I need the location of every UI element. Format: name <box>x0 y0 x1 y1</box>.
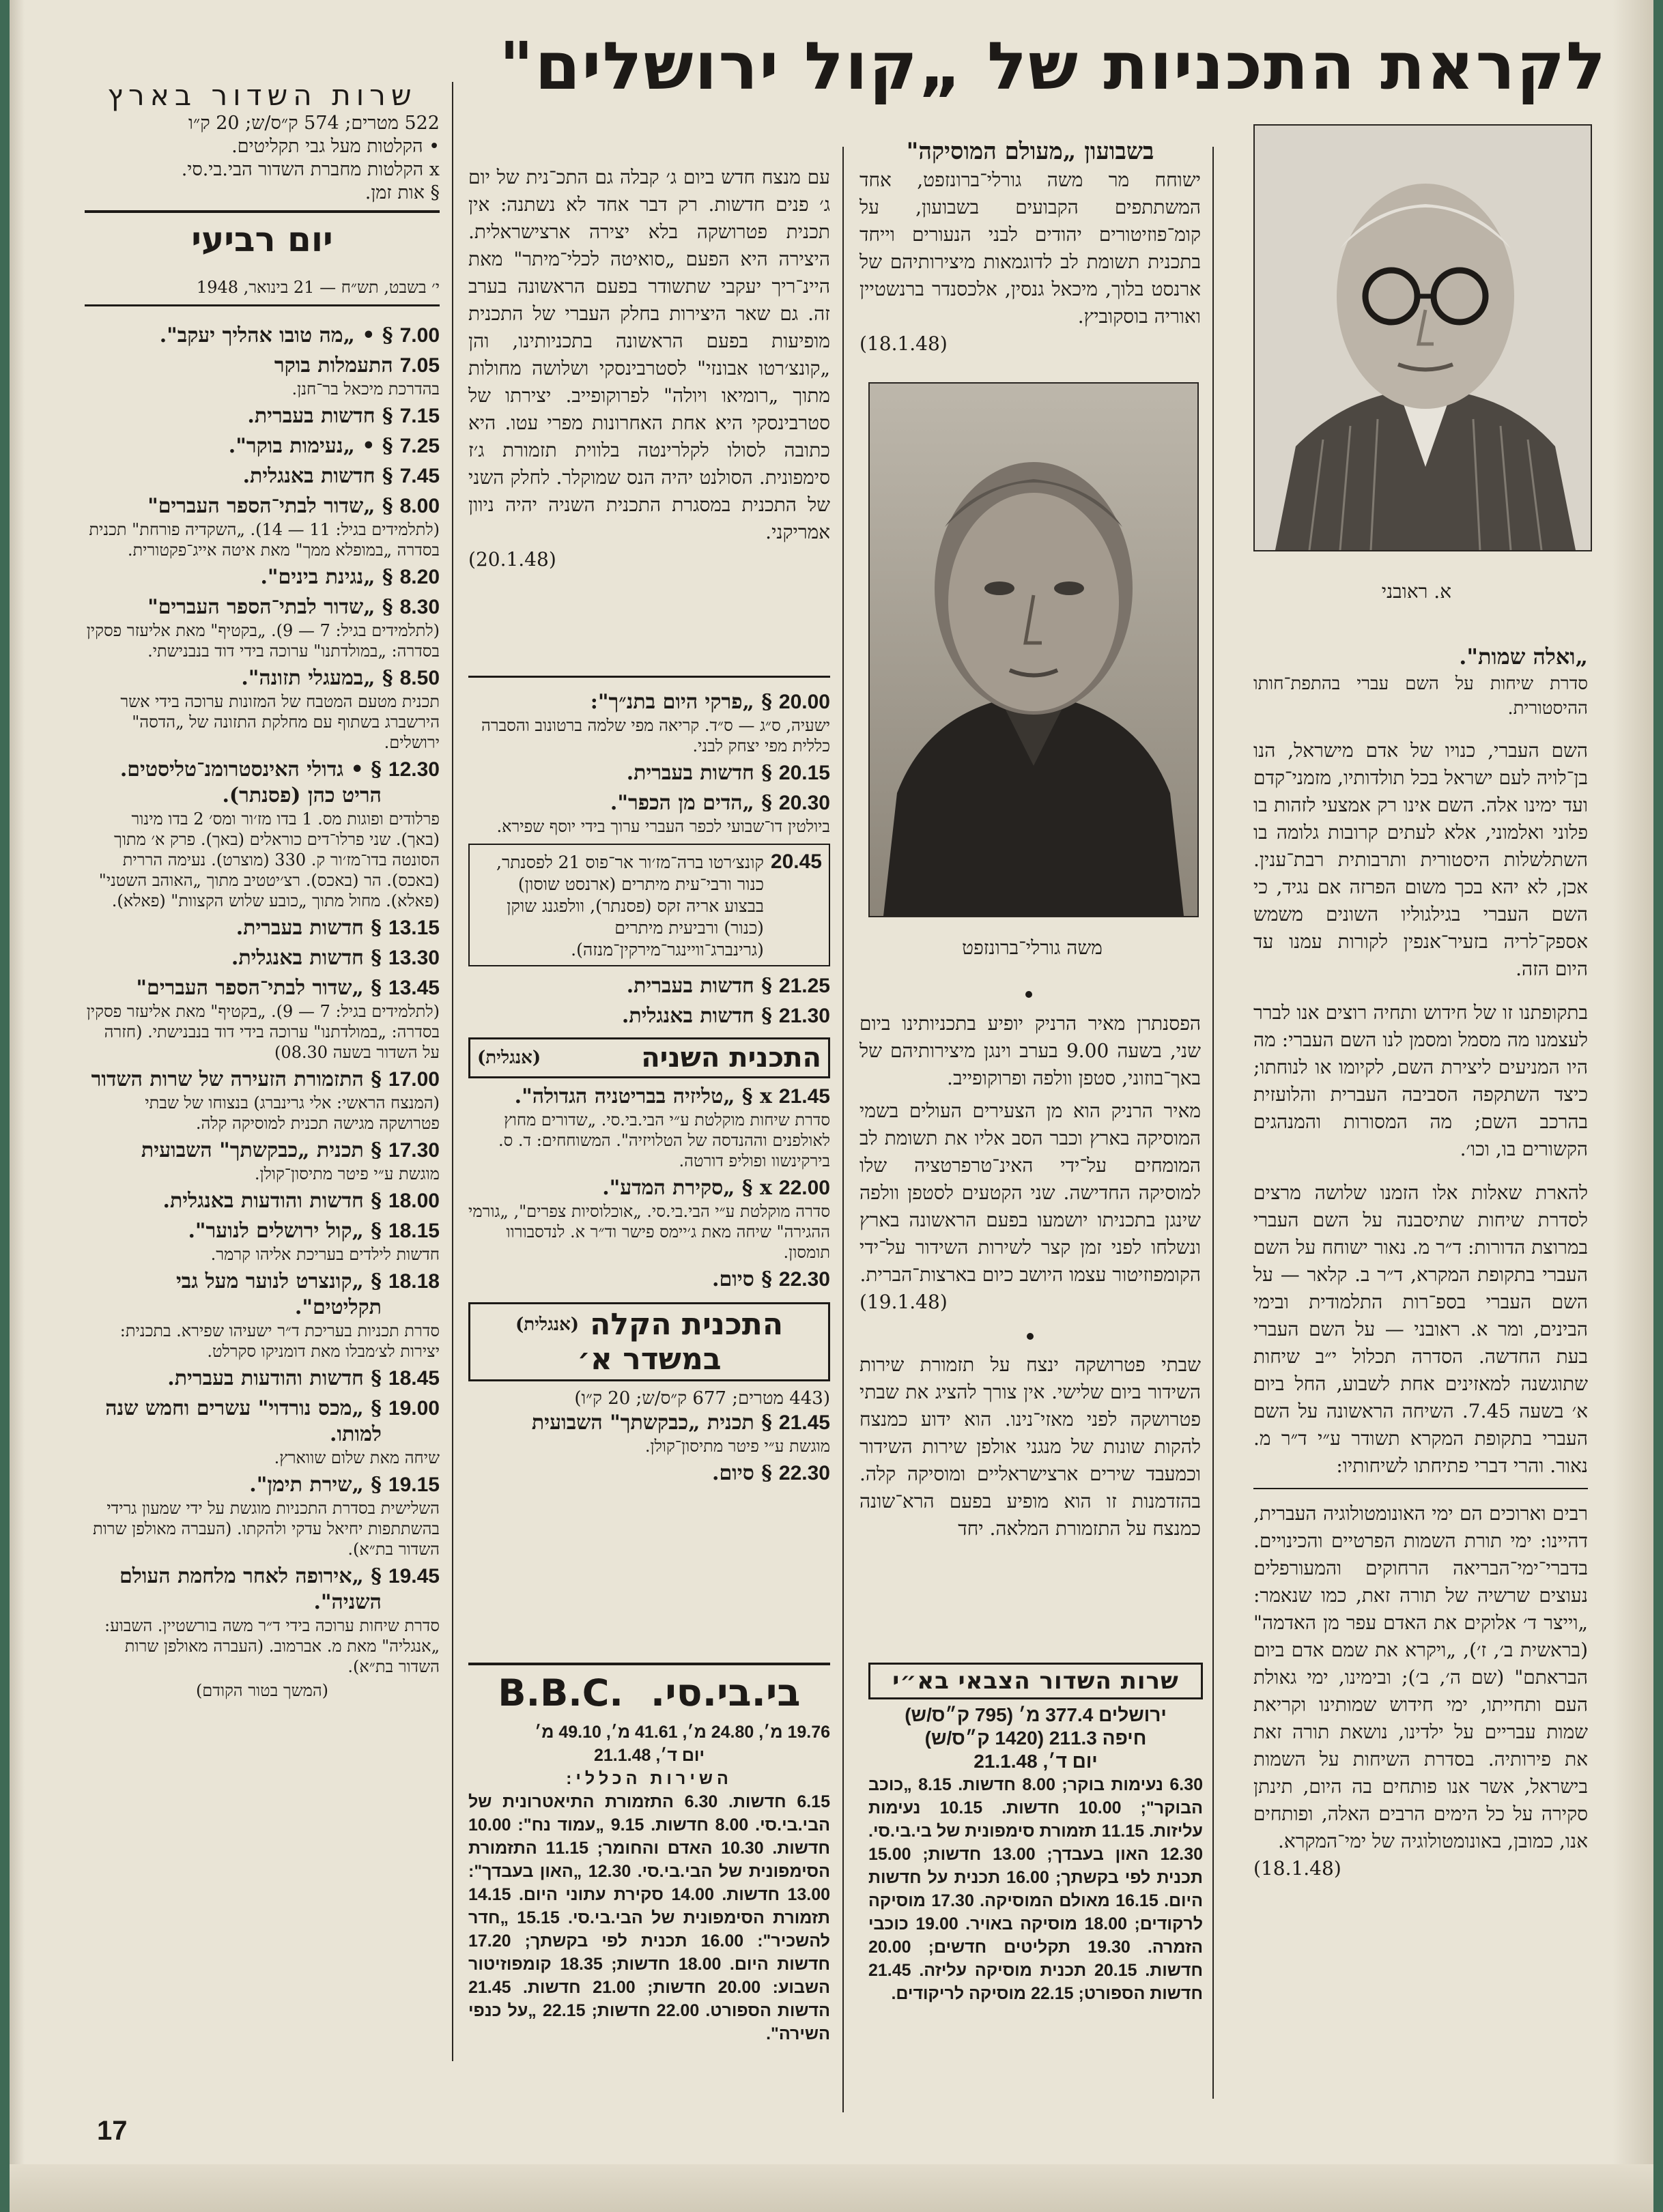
service-title: שרות השדור בארץ <box>107 78 417 112</box>
schedule-title: § חדשות בעברית. <box>626 974 772 998</box>
schedule-title: § „במעגלי תזונה". <box>241 666 393 690</box>
legend-s: § אות זמן. <box>365 182 440 203</box>
schedule-title: § חדשות והודעות בעברית. <box>167 1366 382 1390</box>
bbc-body: 6.15 חדשות. 6.30 התזמורת התיאטרונית של הבי.בי.סי. 8.00 חדשות. 9.15 „עמוד נח": 10.00 חדשות. 10.30 האדם והחומר; 11.15 התזמורת הסימפונית של הבי.בי.סי. 12.30 „האון בעבדך": 13.00 חדשות. 14.00 סקירת עתוני היום. 14.15 תזמורת הסימפונית של הבי.בי.סי. 15.15 „חדר להשכיר": 16.00 תכנית לפי בקשתך; 17.20 חדשות היום. 18.00 חדשות; 18.35 קומפוזיטור השבוע: 20.00 חדשות; 21.00 חדשות. 21.45 הדשות הספורט. 22.00 חדשות; 22.15 „על כנפי השירה". <box>468 1792 831 2043</box>
schedule-item <box>85 493 440 560</box>
schedule-item <box>85 1218 440 1265</box>
names-article-p3: להארת שאלות אלו הזמנו שלושה מרצים לסדרת שיחות שתיסבנה על השם העברי במרוצת הדורות: ד״ר מ. נאור ישוחח על השם העברי בתקופת המקרא, ד״ר ב. קלאר — על השם העברי בספ־רות התלמודית ובימי הבינים, ומר א. ראובני — על השם העברי בעת החדשה. הסדרה תכלול י״ב שיחות שתוגשנה למאזינים אחת לשבוע, החל ביום א׳ בשעה 7.45. השיחה הראשונה על השם העברי בתקופת המקרא תשודר ע״י ד״ר מ. נאור. והרי דברי פתיחתו לשיחותיו: <box>1253 1181 1589 1477</box>
schedule-title: § „הדים מן הכפר". <box>610 791 772 815</box>
schedule-item <box>468 973 830 999</box>
page-bottom-band <box>10 2164 1653 2212</box>
schedule-time: 7.00 <box>399 324 440 347</box>
day-title: יום רביעי <box>191 220 333 259</box>
bbc-service: השירות הכללי: <box>566 1769 733 1788</box>
schedule-time: 17.30 <box>388 1139 440 1162</box>
schedule-item <box>85 1564 440 1677</box>
schedule-item <box>468 760 830 786</box>
photo-reuveni-caption: א. ראובני <box>1381 580 1451 603</box>
schedule-item <box>85 323 440 349</box>
bbc-title-en: B.B.C. <box>498 1671 623 1714</box>
schedule-title: § סיום. <box>712 1267 772 1291</box>
schedule-description: ישעיה, ס״ג — ס״ד. קריאה מפי שלמה ברטונוב והסברה כללית מפי יצחק לבני. <box>481 716 830 756</box>
schedule-item <box>85 594 440 661</box>
schedule-item <box>85 353 440 399</box>
schedule-time: 7.25 <box>399 435 440 457</box>
schedule-description: (לתלמידים בגיל: 7 — 9). „בקטיף" מאת אליעזר פסקין בסדרה: „במולדתנו" ערוכה בידי דוד בנבנישתי. (חזרה על השדור בשעה 08.30) <box>86 1002 440 1062</box>
schedule-item <box>85 1472 440 1560</box>
schedule-title: § חדשות באנגלית. <box>621 1004 772 1028</box>
schedule-title: § „שדור לבתי־הספר העברים" <box>147 494 393 518</box>
column-divider <box>1212 147 1214 2099</box>
names-article-intro: סדרת שיחות על השם עברי בהתפת־חותו ההיסטורית. <box>1253 674 1588 719</box>
schedule-time: 18.15 <box>388 1220 440 1242</box>
bbc-title-he: בי.בי.סי. <box>650 1671 801 1715</box>
schedule-title: § התזמורת הזעירה של שרות השדור <box>91 1067 382 1091</box>
schedule-title: § „נגינת בינים". <box>260 565 393 589</box>
schedule-description: פרלודים ופוגות מס. 1 בדו מז׳ור ומס׳ 2 בדו מינור (באך). שני פרלו־דים כוראלים (באך). פרק א׳ מתוך הסונטה בדו־מז׳ור ק. 330 (מוצרט). נעימה הררית (באכס). הר (באכס). רצ׳יטטיב מתוך „האוהב השטני" (פאלא). מחול מתוך „כובע שלוש הקצוות" (פאלא). <box>98 809 440 910</box>
schedule-description: סדרת שיחות מוקלטת ע״י הבי.בי.סי. „שדורים מחוץ לאולפנים וההנדסה של הטלויזיה". המשוחחים: ד. ס. בירקינשוו ופוליפ דורטה. <box>498 1110 830 1170</box>
schedule-title: § „קול ירושלים לנוער". <box>188 1219 382 1243</box>
pianist-article <box>859 1010 1201 1542</box>
schedule-item <box>468 689 830 756</box>
schedule-title: x § „סקירת המדע". <box>602 1176 772 1200</box>
concert-article-date: (20.1.48) <box>468 548 556 571</box>
light-program-title: התכנית הקלה <box>590 1307 784 1342</box>
legend-bullet: • הקלטות מעל גבי תקליטים. <box>231 136 440 157</box>
schedule-time: 21.45 <box>778 1411 830 1434</box>
schedule-time: 22.00 <box>778 1177 830 1199</box>
page-number: 17 <box>97 2116 128 2146</box>
light-program-tag: (אנגלית) <box>515 1314 580 1335</box>
schedule-title: § „אירופה לאחר מלחמת העולם השניה". <box>119 1564 382 1614</box>
schedule-time: 21.45 <box>778 1085 830 1108</box>
left-schedule-column <box>85 78 440 1701</box>
schedule-time: 18.00 <box>388 1190 440 1212</box>
schedule-item <box>468 1084 830 1171</box>
page-right-edge <box>1612 0 1653 2212</box>
schedule-title: § „פרקי היום בתנ״ך": <box>590 690 772 714</box>
schedule-title: § „מכס נורדוי" עשרים וחמש שנה למותו. <box>105 1396 382 1446</box>
date-line: י׳ בשבט, תש״ח — 21 בינואר, 1948 <box>196 278 440 297</box>
schedule-time: 19.15 <box>388 1474 440 1496</box>
schedule-time: 13.45 <box>388 977 440 999</box>
pianist-article-p3: שבתי פטרושקה ינצח על תזמורת שירות השידור ביום שלישי. אין צורך להציג את שבתי פטרושקה לפני מאזי־נינו. הוא ידוע כמנצח להקות שונות של מנגני אולפן שירות השידור וכמעבד שירים ארצישראליים ומוסיקה קלה. בהזדמנות זו הוא מופיע בפעם הרא־שונה כמנצח על התזמורת המלאה. יחד <box>859 1353 1201 1540</box>
schedule-time: 13.30 <box>388 947 440 969</box>
schedule-title: התעמלות בוקר <box>274 354 393 377</box>
schedule-time: 13.15 <box>388 917 440 939</box>
concert-box-text: קונצ׳רטו ברה־מז׳ור אר־פוס 21 לפסנתר, כנור ורבי־עית מיתרים (ארנסט שוסון) בבצוע אריה זקס (פסנתר), וולפגנג שוקן (כנור) ורביעית מיתרים (גרינברג־וויינגר־מירקין־מנזה). <box>496 852 764 960</box>
army-radio-box <box>868 1663 1203 2097</box>
pianist-article-date: (19.1.48) <box>859 1291 948 1313</box>
schedule-title: § תכנית „כבקשתך" השבועית <box>141 1138 382 1162</box>
bbc-box <box>468 1663 830 2097</box>
light-schedule-list <box>468 1410 830 1486</box>
schedule-time: 19.00 <box>388 1397 440 1420</box>
schedule-item <box>85 757 440 911</box>
schedule-item <box>85 1188 440 1214</box>
schedule-time: 8.30 <box>399 596 440 618</box>
schedule-description: (המנצח הראשי: אלי גרינברג) בנצוחו של שבתי פטרושקה מגישה תכנית למוסיקה קלה. <box>145 1093 440 1133</box>
schedule-title: § „שדור לבתי־הספר העברים" <box>136 976 382 1000</box>
newspaper-page <box>10 0 1653 2212</box>
legend-x: x הקלטות מחברת השדור הבי.בי.סי. <box>181 159 440 180</box>
mid-schedule-column <box>468 689 830 1491</box>
schedule-description: ביולטין דו־שבועי לכפר העברי ערוך בידי יוסף שפירא. <box>496 817 830 836</box>
schedule-item <box>468 1410 830 1456</box>
schedule-description: מוגשת ע״י פיטר מתיסון־קולן. <box>254 1164 440 1183</box>
schedule-title: § „שירת תימן". <box>249 1473 382 1497</box>
schedule-item <box>85 1067 440 1134</box>
names-article-p4: רבים וארוכים הם ימי האונומטולוגיה העברית, דהיינו: ימי תורת השמות הפרטיים והכינויים. בדברי־ימי־הבריאה הרחוקים והמעורפלים נעוצים שרשיה של תורה זאת, כמו שנאמר: „וייצר ד׳ אלוקים את האדם עפר מן האדמה" (בראשית ב׳, ז׳), „ויקרא את שמם אדם ביום הבראתם" (שם ה׳, ב׳); ובימינו, ימי גאולת העם ותחייתו, ימי חידוש שמותינו וקריאת שמות עבריים על ילדינו, נושאת תורה זאת את פירותיה. בסדרת השיחות על השמות בישראל, אשר אנו פותחים בה היום, תינתן סקירה על כל הימים הרבים האלה, ופותחים אנו, כמובן, באונומטולוגיה של ימי־המקרא. <box>1253 1502 1588 1852</box>
schedule-time: 21.25 <box>778 975 830 997</box>
schedule-item <box>85 975 440 1063</box>
schedule-item <box>468 1003 830 1029</box>
music-article <box>859 137 1201 358</box>
schedule-time: 20.30 <box>778 792 830 814</box>
schedule-title: § „שדור לבתי־הספר העברים" <box>147 595 393 619</box>
portrait-man-glasses-icon <box>1255 126 1591 550</box>
second-schedule-list <box>468 1084 830 1293</box>
schedule-title: § חדשות בעברית. <box>236 916 382 940</box>
schedule-title: § חדשות באנגלית. <box>242 464 393 488</box>
schedule-description: סדרת שיחות ערוכה בידי ד״ר משה בורשטיין. השבוע: „אנגליה" מאת מ. אברמוב. (העברה מאולפן שרות השדור בת״א). <box>104 1616 440 1676</box>
photo-reuveni <box>1253 124 1592 551</box>
army-day: יום ד׳, 21.1.48 <box>973 1751 1098 1772</box>
names-article-title: „ואלה שמות". <box>1459 644 1588 670</box>
concert-box-time: 20.45 <box>770 850 822 873</box>
schedule-title: § חדשות בעברית. <box>626 761 772 785</box>
army-freq1: ירושלים 377.4 מ׳ (795 ק״ס/ש) <box>905 1704 1167 1725</box>
schedule-title: § חדשות והודעות באנגלית. <box>162 1189 382 1213</box>
schedule-time: 22.30 <box>778 1462 830 1484</box>
schedule-title: § „קונצרט לנוער מעל גבי תקליטים". <box>175 1269 382 1319</box>
schedule-item <box>85 665 440 753</box>
second-program-tag: (אנגלית) <box>477 1048 541 1068</box>
bbc-day: יום ד׳, 21.1.48 <box>593 1746 705 1765</box>
mid-schedule-list <box>468 689 830 837</box>
schedule-item <box>85 433 440 459</box>
schedule-time: 8.50 <box>399 667 440 689</box>
schedule-time: 7.45 <box>399 465 440 487</box>
headline: לקראת התכניות של „קול ירושלים" <box>499 28 1607 104</box>
names-article-p1: השם העברי, כנויו של אדם מישראל, הנו בן־לויה לעם ישראל בכל תולדותיו, מזמני־קדם ועד ימינו אלה. השם אינו רק אמצעי לזהות בו פלוני ואלמוני, אלא לעתים קרובות גלומה בו השתלשלות היסטורית ותרבותית רבת־ענין. אכן, לא יהא בכך משום הפרזה אם נגיד, כי השם העברי בגילגוליו השונים משמש אספק־לריה בזעיר־אנפין לקורות עמנו עד היום הזה. <box>1253 739 1588 980</box>
schedule-item <box>85 1269 440 1362</box>
column-divider <box>842 147 844 2112</box>
schedule-title: § • גדולי האינסטרומנ־טליסטים. הריט כהן (פסנתר). <box>119 758 382 807</box>
schedule-item <box>468 790 830 837</box>
army-body: 6.30 נעימות בוקר; 8.00 חדשות. 8.15 „כוכב הבוקר"; 10.00 חדשות. 10.15 נעימות עליזות. 11.15 תזמורת סימפונית של בי.בי.סי. 12.30 האון בעבדך; 13.00 חדשות; 15.00 תכנית לפי בקשתך; 16.00 תכנית על חדשות היום. 16.15 מאולם המוסיקה. 17.30 מוסיקה לרקודים; 18.00 מוסיקה באויר. 19.00 כוכבי הזמרה. 19.30 תקליטים חדשים; 20.00 חדשות. 20.15 תכנית מוסיקה עליזה. 21.45 חדשות הספורט; 22.15 מוסיקה לריקודים. <box>868 1775 1204 2003</box>
schedule-description: בהדרכת מיכאל בר־חנן. <box>292 379 440 399</box>
light-program-info: (443 מטרים; 677 ק״ס/ש; 20 ק״ו) <box>574 1388 830 1409</box>
schedule-title: § תכנית „כבקשתך" השבועית <box>531 1411 772 1435</box>
schedule-time: 21.30 <box>778 1005 830 1027</box>
names-article <box>1253 642 1588 1882</box>
schedule-title: § חדשות בעברית. <box>247 404 393 428</box>
portrait-man-icon <box>870 384 1197 916</box>
schedule-item <box>468 1461 830 1486</box>
pianist-article-p2: מאיר הרניק הוא מן הצעירים העולים בשמי המוסיקה בארץ וכבר הסב אליו את תשומת לב המומחים על־ידי האינ־טרפרטציה שלו למוסיקה החדישה. שני הקטעים לסטפן וולפה שינגן בתכניתו יושמעו בפעם הראשונה בארץ ונשלחו לפני זמן קצר לשירות השידור על־ידי הקומפוזיטור עצמו היושב כיום בארצות־הברית. <box>859 1100 1201 1286</box>
photo-gorali-caption: משה גורלי־ברונזפט <box>962 936 1103 959</box>
schedule-time: 20.00 <box>778 691 830 713</box>
schedule-description: תכנית מטעם המטבח של המזונות ערוכה בידי אשר הירשברג בשתוף עם מחלקת התזונה של „הדסה" ירושלים. <box>120 692 440 752</box>
concert-article-body: עם מנצח חדש ביום ג׳ קבלה גם התכ־נית של יום ג׳ פנים חדשות. רק דבר אחד לא נשתנה: אין תכנית פטרושקה בלא יצירה ארצישראלית. היצירה היא הפעם „סואיטה לכלי־מיתר" מאת היינ־ריך יעקבי שתשודר בפעם הראשונה בערב זה. גם שאר היצירות בחלק העברי של התכנית מופיעות בפעם הראשונה בתכניותינו, והן „קונצ׳רטו אבונזי" לסטרבינסקי ושלושה מחולות מתוך „רומיאו ויולה" לפרוקופייב. יצירתו של סטרבינסקי היא אחת האחרונות מפרי עטו. היא כתובה לסולו לקלרינטה בלווית תזמורת ג׳ז סימפונית. הסולנט יהיה הנס שמוקלר. לחלק השני של התכנית במסגרת התכנית השניה יהיה ניוון אמריקני. <box>468 166 830 543</box>
service-info: 522 מטרים; 574 ק״ס/ש; 20 ק״ו <box>188 113 440 134</box>
schedule-time: 7.05 <box>399 354 440 377</box>
schedule-time: 22.30 <box>778 1268 830 1291</box>
concert-article <box>468 164 830 573</box>
photo-gorali <box>868 382 1199 917</box>
second-program-header <box>468 1037 830 1078</box>
schedule-time: 20.15 <box>778 762 830 784</box>
schedule-title: § • „מה טובו אהליך יעקב". <box>159 324 393 347</box>
schedule-item <box>85 945 440 971</box>
schedule-item <box>85 463 440 489</box>
schedule-description: סדרת תכניות בעריכת ד״ר ישעיהו שפירא. בתכנית: יצירות לצ׳מבלו מאת דומניקו סקרלט. <box>119 1321 440 1361</box>
schedule-time: 7.15 <box>399 405 440 427</box>
pianist-article-p1: הפסנתרן מאיר הרניק יופיע בתכניותינו ביום שני, בשעה 9.00 בערב וינגן מיצירותיהם של באך־בוזוני, סטפן וולפה ופרוקופייב. <box>859 1012 1202 1089</box>
schedule-item <box>85 915 440 941</box>
column-divider <box>452 82 453 2061</box>
names-article-p2: בתקופתנו זו של חידוש ותחיה רוצים אנו לברר לעצמנו מה מסמל ומסמן לנו השם העברי: מה היו המניעים ליצירת השם, לקיומו או לנוחתו; כיצד השתקפה הסביבה העברית והלועזית בהרכב השם; מה המסורות והמנהגים הקשורים בו, וכו׳. <box>1253 1001 1588 1160</box>
mid-separator <box>468 676 830 678</box>
schedule-time: 12.30 <box>388 758 440 781</box>
schedule-item <box>468 1267 830 1293</box>
second-program-title: התכנית השניה <box>641 1042 821 1074</box>
concert-box <box>468 844 830 966</box>
schedule-title: § סיום. <box>712 1461 772 1485</box>
continued-note: (המשך בטור הקודם) <box>195 1681 329 1700</box>
schedule-description: סדרה מוקלטת ע״י הבי.בי.סי. „אוכלוסיות צפרים", „גורמי ההגירה" שיחה מאת ג׳יימס פישר וד״ר א. לנדסבורוו תומסון. <box>468 1202 830 1262</box>
schedule-item <box>468 1175 830 1263</box>
dot-separator <box>1025 991 1032 998</box>
light-program-header <box>468 1302 830 1381</box>
music-article-body: ישוחח מר משה גורלי־ברונזפט, אחד המשתתפים הקבועים בשבועון, על קומ־פוזיטורים יהודים לבני הנעורים וייחד בתכנית תשומת לב לדוגמאות מיצירותיהם של ארנסט בלוך, מיכאל גנסין, אלכסנדר ברנשטיין ואוריה בוסקוביץ. <box>859 169 1201 328</box>
schedule-time: 19.45 <box>388 1565 440 1588</box>
names-article-date: (18.1.48) <box>1253 1857 1341 1880</box>
schedule-time: 8.00 <box>399 495 440 517</box>
schedule-title: § חדשות באנגלית. <box>231 946 382 970</box>
schedule-description: מוגשת ע״י פיטר מתיסון־קולן. <box>644 1437 830 1456</box>
dot-separator <box>1027 1333 1034 1340</box>
left-schedule-list <box>85 323 440 1677</box>
schedule-description: (לתלמידים בגיל: 11 — 14). „השקדיה פורחת" תכנית בסדרה „במופלא ממך" מאת איטה אייג־פקטורית. <box>89 520 440 560</box>
schedule-title: § • „נעימות בוקר". <box>228 434 393 458</box>
music-article-title: בשבועון „מעולם המוסיקה" <box>906 138 1154 165</box>
page-left-edge <box>10 0 25 2212</box>
schedule-time: 8.20 <box>399 566 440 588</box>
bbc-freq: 19.76 מ׳, 24.80 מ׳, 41.61 מ׳, 49.10 מ׳ <box>535 1723 830 1742</box>
army-freq2: חיפה 211.3 (1420 ק״ס/ש) <box>924 1727 1147 1749</box>
schedule-item <box>85 403 440 429</box>
schedule-time: 18.45 <box>388 1367 440 1390</box>
light-program-subtitle: במשדר א׳ <box>577 1342 722 1377</box>
schedule-item <box>85 1366 440 1392</box>
schedule-title: x § „טליזיה בבריטניה הגדולה". <box>514 1085 772 1108</box>
schedule-description: (לתלמידים בגיל: 7 — 9). „בקטיף" מאת אליעזר פסקין בסדרה: „במולדתנו" ערוכה בידי דוד בנבנישתי. <box>86 621 440 661</box>
schedule-description: השלישית בסדרת התכניות מוגשת על ידי שמעון גרידי בהשתתפות יחיאל עדקי ולהקתו. (העברה מאולפן שרות השדור בת״א). <box>92 1499 440 1559</box>
schedule-description: חדשות לילדים בעריכת אליהו קרמר. <box>210 1245 440 1264</box>
schedule-item <box>85 1396 440 1468</box>
schedule-item <box>85 564 440 590</box>
army-title: שרות השדור הצבאי בא״י <box>892 1667 1179 1695</box>
after-box-list <box>468 973 830 1029</box>
schedule-time: 18.18 <box>388 1270 440 1293</box>
music-article-date: (18.1.48) <box>859 332 948 355</box>
schedule-description: שיחה מאת שלום שווארץ. <box>274 1448 440 1467</box>
schedule-time: 17.00 <box>388 1068 440 1091</box>
schedule-item <box>85 1138 440 1184</box>
